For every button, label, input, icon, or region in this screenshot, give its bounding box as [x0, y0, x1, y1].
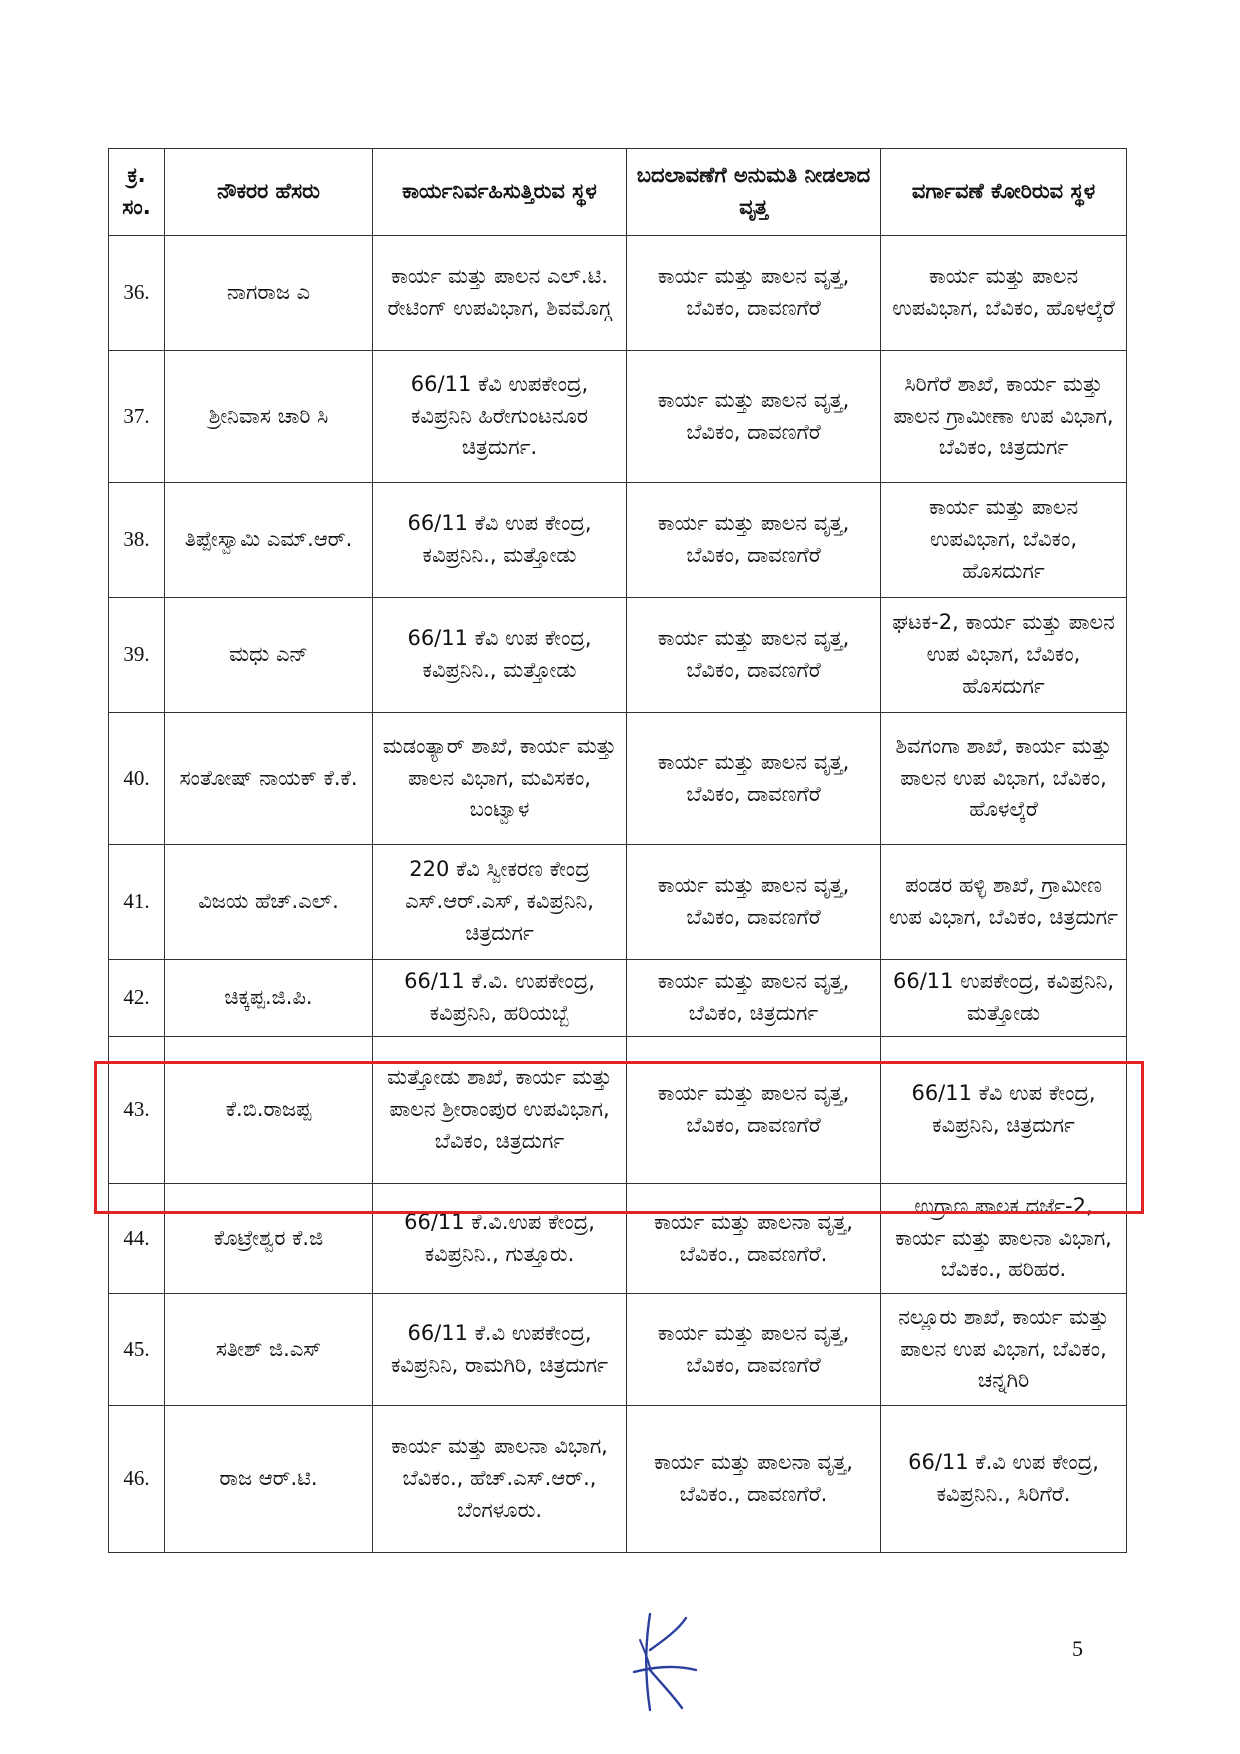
table-body: [109, 236, 1127, 1553]
signature-mark: [620, 1610, 710, 1714]
permitted-circle-cell: ಕಾರ್ಯ ಮತ್ತು ಪಾಲನ ವೃತ್ತ, ಬೆವಿಕಂ, ದಾವಣಗೆರೆ: [627, 713, 881, 845]
employee-name-cell: ಮಧು ಎನ್: [165, 598, 373, 713]
table-row: [109, 1294, 1127, 1406]
current-place-cell: 66/11 ಕೆ.ವಿ. ಉಪಕೇಂದ್ರ, ಕವಿಪ್ರನಿನಿ, ಹರಿಯಬ್ಬೆ: [373, 960, 627, 1037]
current-place-cell: 220 ಕೆವಿ ಸ್ವೀಕರಣ ಕೇಂದ್ರ ಎಸ್.ಆರ್.ಎಸ್, ಕವಿಪ್ರನಿನಿ, ಚಿತ್ರದುರ್ಗ: [373, 845, 627, 960]
current-place-cell: 66/11 ಕೆ.ವಿ.ಉಪ ಕೇಂದ್ರ, ಕವಿಪ್ರನಿನಿ., ಗುತ್ತೂರು.: [373, 1184, 627, 1294]
table-row: [109, 236, 1127, 351]
employee-name-cell: ನಾಗರಾಜ ಎ: [165, 236, 373, 351]
requested-place-cell: ಪಂಡರ ಹಳ್ಳಿ ಶಾಖೆ, ಗ್ರಾಮೀಣ ಉಪ ವಿಭಾಗ, ಬೆವಿಕಂ, ಚಿತ್ರದುರ್ಗ: [881, 845, 1127, 960]
table-row: [109, 713, 1127, 845]
current-place-cell: ಕಾರ್ಯ ಮತ್ತು ಪಾಲನ ಎಲ್.ಟಿ. ರೇಟಿಂಗ್ ಉಪವಿಭಾಗ, ಶಿವಮೊಗ್ಗ: [373, 236, 627, 351]
table-row: [109, 483, 1127, 598]
permitted-circle-cell: ಕಾರ್ಯ ಮತ್ತು ಪಾಲನಾ ವೃತ್ತ, ಬೆವಿಕಂ., ದಾವಣಗೆರೆ.: [627, 1406, 881, 1553]
header-requested-place: ವರ್ಗಾವಣೆ ಕೋರಿರುವ ಸ್ಥಳ: [881, 149, 1127, 236]
requested-place-cell: ಘಟಕ-2, ಕಾರ್ಯ ಮತ್ತು ಪಾಲನ ಉಪ ವಿಭಾಗ, ಬೆವಿಕಂ, ಹೊಸದುರ್ಗ: [881, 598, 1127, 713]
employee-name-cell: ಕೆ.ಬಿ.ರಾಜಪ್ಪ: [165, 1037, 373, 1184]
permitted-circle-cell: ಕಾರ್ಯ ಮತ್ತು ಪಾಲನ ವೃತ್ತ, ಬೆವಿಕಂ, ದಾವಣಗೆರೆ: [627, 351, 881, 483]
table-row: [109, 960, 1127, 1037]
current-place-cell: ಮಡಂತ್ಯಾರ್ ಶಾಖೆ, ಕಾರ್ಯ ಮತ್ತು ಪಾಲನ ವಿಭಾಗ, ಮವಿಸಕಂ, ಬಂಟ್ವಾಳ: [373, 713, 627, 845]
employee-name-cell: ಸಂತೋಷ್ ನಾಯಕ್ ಕೆ.ಕೆ.: [165, 713, 373, 845]
serial-number-cell: 40.: [109, 713, 165, 845]
current-place-cell: ಕಾರ್ಯ ಮತ್ತು ಪಾಲನಾ ವಿಭಾಗ, ಬೆವಿಕಂ., ಹೆಚ್.ಎಸ್.ಆರ್., ಬೆಂಗಳೂರು.: [373, 1406, 627, 1553]
serial-number-cell: 43.: [109, 1037, 165, 1184]
requested-place-cell: ಕಾರ್ಯ ಮತ್ತು ಪಾಲನ ಉಪವಿಭಾಗ, ಬೆವಿಕಂ, ಹೊಸದುರ್ಗ: [881, 483, 1127, 598]
table-row: [109, 598, 1127, 713]
permitted-circle-cell: ಕಾರ್ಯ ಮತ್ತು ಪಾಲನ ವೃತ್ತ, ಬೆವಿಕಂ, ದಾವಣಗೆರೆ: [627, 598, 881, 713]
requested-place-cell: ನಲ್ಲೂರು ಶಾಖೆ, ಕಾರ್ಯ ಮತ್ತು ಪಾಲನ ಉಪ ವಿಭಾಗ, ಬೆವಿಕಂ, ಚನ್ನಗಿರಿ: [881, 1294, 1127, 1406]
requested-place-cell: ಉಗ್ರಾಣ ಪಾಲಕ ದರ್ಜೆ-2, ಕಾರ್ಯ ಮತ್ತು ಪಾಲನಾ ವಿಭಾಗ, ಬೆವಿಕಂ., ಹರಿಹರ.: [881, 1184, 1127, 1294]
current-place-cell: 66/11 ಕೆವಿ ಉಪ ಕೇಂದ್ರ, ಕವಿಪ್ರನಿನಿ., ಮತ್ತೋಡು: [373, 483, 627, 598]
current-place-cell: 66/11 ಕೆವಿ ಉಪ ಕೇಂದ್ರ, ಕವಿಪ್ರನಿನಿ., ಮತ್ತೋಡು: [373, 598, 627, 713]
requested-place-cell: ಸಿರಿಗೆರೆ ಶಾಖೆ, ಕಾರ್ಯ ಮತ್ತು ಪಾಲನ ಗ್ರಾಮೀಣಾ ಉಪ ವಿಭಾಗ, ಬೆವಿಕಂ, ಚಿತ್ರದುರ್ಗ: [881, 351, 1127, 483]
employee-name-cell: ಕೊಟ್ರೇಶ್ವರ ಕೆ.ಜಿ: [165, 1184, 373, 1294]
employee-name-cell: ತಿಪ್ಪೇಸ್ವಾಮಿ ಎಮ್.ಆರ್.: [165, 483, 373, 598]
table-row: [109, 1406, 1127, 1553]
serial-number-cell: 45.: [109, 1294, 165, 1406]
serial-number-cell: 38.: [109, 483, 165, 598]
requested-place-cell: 66/11 ಕೆವಿ ಉಪ ಕೇಂದ್ರ, ಕವಿಪ್ರನಿನಿ, ಚಿತ್ರದುರ್ಗ: [881, 1037, 1127, 1184]
serial-number-cell: 41.: [109, 845, 165, 960]
permitted-circle-cell: ಕಾರ್ಯ ಮತ್ತು ಪಾಲನ ವೃತ್ತ, ಬೆವಿಕಂ, ದಾವಣಗೆರೆ: [627, 845, 881, 960]
highlight-box-row-43: [94, 1061, 1144, 1214]
current-place-cell: ಮತ್ತೋಡು ಶಾಖೆ, ಕಾರ್ಯ ಮತ್ತು ಪಾಲನ ಶ್ರೀರಾಂಪುರ ಉಪವಿಭಾಗ, ಬೆವಿಕಂ, ಚಿತ್ರದುರ್ಗ: [373, 1037, 627, 1184]
header-row: [109, 149, 1127, 236]
requested-place-cell: ಶಿವಗಂಗಾ ಶಾಖೆ, ಕಾರ್ಯ ಮತ್ತು ಪಾಲನ ಉಪ ವಿಭಾಗ, ಬೆವಿಕಂ, ಹೊಳಲ್ಕೆರೆ: [881, 713, 1127, 845]
employee-name-cell: ವಿಜಯ ಹೆಚ್.ಎಲ್.: [165, 845, 373, 960]
permitted-circle-cell: ಕಾರ್ಯ ಮತ್ತು ಪಾಲನ ವೃತ್ತ, ಬೆವಿಕಂ, ದಾವಣಗೆರೆ: [627, 1037, 881, 1184]
permitted-circle-cell: ಕಾರ್ಯ ಮತ್ತು ಪಾಲನ ವೃತ್ತ, ಬೆವಿಕಂ, ಚಿತ್ರದುರ್ಗ: [627, 960, 881, 1037]
transfer-table: [108, 148, 1127, 1553]
employee-name-cell: ಶ್ರೀನಿವಾಸ ಚಾರಿ ಸಿ: [165, 351, 373, 483]
table-row: [109, 845, 1127, 960]
permitted-circle-cell: ಕಾರ್ಯ ಮತ್ತು ಪಾಲನ ವೃತ್ತ, ಬೆವಿಕಂ, ದಾವಣಗೆರೆ: [627, 483, 881, 598]
serial-number-cell: 37.: [109, 351, 165, 483]
serial-number-cell: 42.: [109, 960, 165, 1037]
serial-number-cell: 44.: [109, 1184, 165, 1294]
requested-place-cell: ಕಾರ್ಯ ಮತ್ತು ಪಾಲನ ಉಪವಿಭಾಗ, ಬೆವಿಕಂ, ಹೊಳಲ್ಕೆರೆ: [881, 236, 1127, 351]
table-header: [109, 149, 1127, 236]
permitted-circle-cell: ಕಾರ್ಯ ಮತ್ತು ಪಾಲನ ವೃತ್ತ, ಬೆವಿಕಂ, ದಾವಣಗೆರೆ: [627, 236, 881, 351]
header-permitted-circle: ಬದಲಾವಣೆಗೆ ಅನುಮತಿ ನೀಡಲಾದ ವೃತ್ತ: [627, 149, 881, 236]
employee-name-cell: ರಾಜ ಆರ್.ಟಿ.: [165, 1406, 373, 1553]
header-employee-name: ನೌಕರರ ಹೆಸರು: [165, 149, 373, 236]
serial-number-cell: 39.: [109, 598, 165, 713]
header-serial-number: ಕ್ರ. ಸಂ.: [109, 149, 165, 236]
requested-place-cell: 66/11 ಕೆ.ವಿ ಉಪ ಕೇಂದ್ರ, ಕವಿಪ್ರನಿನಿ., ಸಿರಿಗೆರೆ.: [881, 1406, 1127, 1553]
current-place-cell: 66/11 ಕೆ.ವಿ ಉಪಕೇಂದ್ರ, ಕವಿಪ್ರನಿನಿ, ರಾಮಗಿರಿ, ಚಿತ್ರದುರ್ಗ: [373, 1294, 627, 1406]
serial-number-cell: 36.: [109, 236, 165, 351]
employee-name-cell: ಚಿಕ್ಕಪ್ಪ.ಜಿ.ಪಿ.: [165, 960, 373, 1037]
serial-number-cell: 46.: [109, 1406, 165, 1553]
current-place-cell: 66/11 ಕೆವಿ ಉಪಕೇಂದ್ರ, ಕವಿಪ್ರನಿನಿ ಹಿರೇಗುಂಟನೂರ ಚಿತ್ರದುರ್ಗ.: [373, 351, 627, 483]
permitted-circle-cell: ಕಾರ್ಯ ಮತ್ತು ಪಾಲನ ವೃತ್ತ, ಬೆವಿಕಂ, ದಾವಣಗೆರೆ: [627, 1294, 881, 1406]
table-row: [109, 351, 1127, 483]
header-current-place: ಕಾರ್ಯನಿರ್ವಹಿಸುತ್ತಿರುವ ಸ್ಥಳ: [373, 149, 627, 236]
requested-place-cell: 66/11 ಉಪಕೇಂದ್ರ, ಕವಿಪ್ರನಿನಿ, ಮತ್ತೋಡು: [881, 960, 1127, 1037]
permitted-circle-cell: ಕಾರ್ಯ ಮತ್ತು ಪಾಲನಾ ವೃತ್ತ, ಬೆವಿಕಂ., ದಾವಣಗೆರೆ.: [627, 1184, 881, 1294]
employee-name-cell: ಸತೀಶ್ ಜಿ.ಎಸ್: [165, 1294, 373, 1406]
page-number: 5: [1072, 1636, 1083, 1661]
